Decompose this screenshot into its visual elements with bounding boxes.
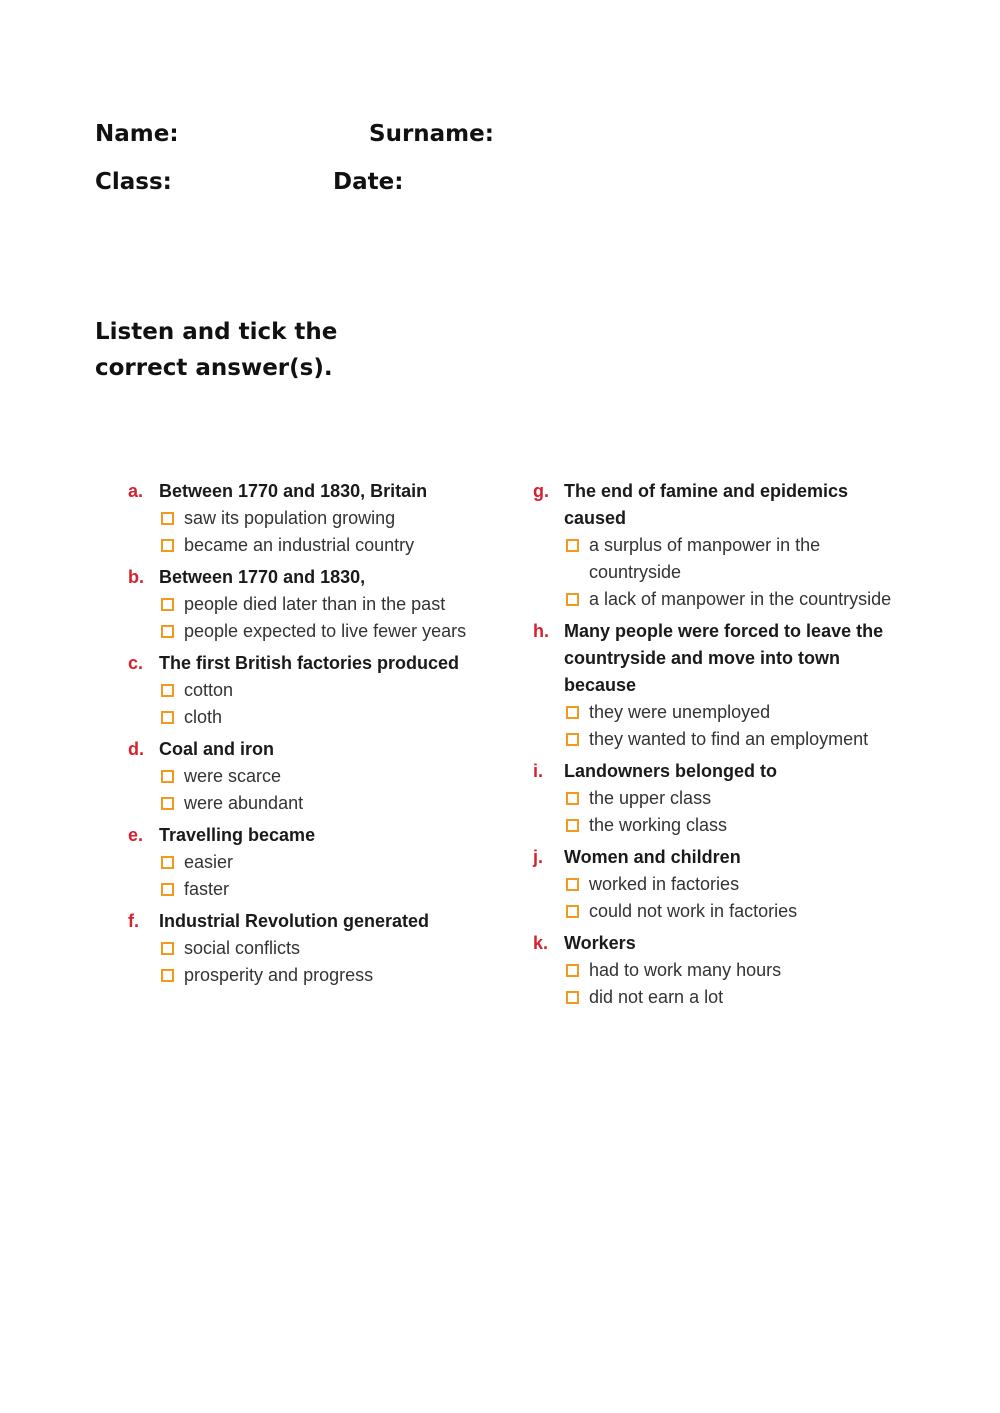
checkbox-icon[interactable] bbox=[566, 792, 579, 805]
checkbox-icon[interactable] bbox=[161, 512, 174, 525]
checkbox-icon[interactable] bbox=[161, 856, 174, 869]
answer-option-label: cotton bbox=[184, 680, 234, 700]
questions-column-left bbox=[128, 478, 508, 989]
answer-option-label: people died later than in the past bbox=[184, 594, 446, 614]
question-0 bbox=[128, 478, 508, 559]
checkbox-icon[interactable] bbox=[566, 539, 579, 552]
checkbox-icon[interactable] bbox=[161, 942, 174, 955]
checkbox-icon[interactable] bbox=[161, 711, 174, 724]
checkbox-icon[interactable] bbox=[161, 539, 174, 552]
instructions: Listen and tick the correct answer(s). bbox=[95, 319, 338, 381]
surname-label: Surname: bbox=[369, 121, 494, 147]
answer-option-label: had to work many hours bbox=[589, 960, 782, 980]
checkbox-icon[interactable] bbox=[161, 770, 174, 783]
checkbox-icon[interactable] bbox=[566, 964, 579, 977]
question-6 bbox=[533, 478, 913, 613]
answer-option-label: they wanted to find an employment bbox=[589, 729, 869, 749]
question-stem: Travelling became bbox=[159, 825, 316, 845]
answer-option[interactable] bbox=[159, 532, 508, 559]
checkbox-icon[interactable] bbox=[161, 598, 174, 611]
question-2 bbox=[128, 650, 508, 731]
answer-option-label: could not work in factories bbox=[589, 901, 798, 921]
answer-option[interactable] bbox=[159, 618, 508, 645]
checkbox-icon[interactable] bbox=[161, 797, 174, 810]
answer-option-label: social conflicts bbox=[184, 938, 301, 958]
answer-option[interactable] bbox=[159, 505, 508, 532]
checkbox-icon[interactable] bbox=[161, 969, 174, 982]
question-8 bbox=[533, 758, 913, 839]
class-label: Class: bbox=[95, 169, 172, 195]
answer-option[interactable] bbox=[159, 763, 508, 790]
question-letter: j. bbox=[533, 847, 544, 867]
checkbox-icon[interactable] bbox=[566, 706, 579, 719]
question-letter: f. bbox=[128, 911, 139, 931]
checkbox-icon[interactable] bbox=[566, 733, 579, 746]
question-4 bbox=[128, 822, 508, 903]
answer-option[interactable] bbox=[564, 532, 913, 586]
date-label: Date: bbox=[333, 169, 404, 195]
answer-option[interactable] bbox=[159, 591, 508, 618]
answer-option[interactable] bbox=[564, 586, 913, 613]
answer-option-label: saw its population growing bbox=[184, 508, 396, 528]
checkbox-icon[interactable] bbox=[566, 905, 579, 918]
answer-option[interactable] bbox=[159, 849, 508, 876]
question-stem: Landowners belonged to bbox=[564, 761, 778, 781]
question-letter: c. bbox=[128, 653, 144, 673]
question-letter: k. bbox=[533, 933, 549, 953]
checkbox-icon[interactable] bbox=[566, 991, 579, 1004]
answer-option[interactable] bbox=[564, 871, 913, 898]
answer-option-label: a surplus of manpower in the countryside bbox=[589, 535, 821, 582]
checkbox-icon[interactable] bbox=[566, 593, 579, 606]
answer-option[interactable] bbox=[159, 704, 508, 731]
question-7 bbox=[533, 618, 913, 753]
question-letter: e. bbox=[128, 825, 144, 845]
answer-option-label: people expected to live fewer years bbox=[184, 621, 467, 641]
question-9 bbox=[533, 844, 913, 925]
checkbox-icon[interactable] bbox=[566, 819, 579, 832]
checkbox-icon[interactable] bbox=[161, 625, 174, 638]
question-stem: Workers bbox=[564, 933, 636, 953]
answer-option-label: a lack of manpower in the countryside bbox=[589, 589, 892, 609]
answer-option[interactable] bbox=[564, 898, 913, 925]
question-10 bbox=[533, 930, 913, 1011]
answer-option[interactable] bbox=[564, 726, 913, 753]
answer-option-label: the working class bbox=[589, 815, 728, 835]
question-stem: Between 1770 and 1830, Britain bbox=[159, 481, 428, 501]
answer-option-label: did not earn a lot bbox=[589, 987, 724, 1007]
question-stem: Coal and iron bbox=[159, 739, 275, 759]
answer-option[interactable] bbox=[159, 935, 508, 962]
name-label: Name: bbox=[95, 121, 179, 147]
answer-option-label: they were unemployed bbox=[589, 702, 771, 722]
answer-option-label: were abundant bbox=[184, 793, 304, 813]
answer-option[interactable] bbox=[564, 812, 913, 839]
question-stem: Industrial Revolution generated bbox=[159, 911, 430, 931]
answer-option-label: were scarce bbox=[184, 766, 282, 786]
question-letter: h. bbox=[533, 621, 549, 641]
checkbox-icon[interactable] bbox=[566, 878, 579, 891]
answer-option-label: cloth bbox=[184, 707, 223, 727]
checkbox-icon[interactable] bbox=[161, 684, 174, 697]
checkbox-icon[interactable] bbox=[161, 883, 174, 896]
answer-option-label: worked in factories bbox=[589, 874, 740, 894]
answer-option-label: faster bbox=[184, 879, 230, 899]
question-stem: The end of famine and epidemics caused bbox=[564, 481, 849, 528]
answer-option[interactable] bbox=[564, 785, 913, 812]
answer-option[interactable] bbox=[159, 790, 508, 817]
question-stem: The first British factories produced bbox=[159, 653, 460, 673]
answer-option[interactable] bbox=[159, 677, 508, 704]
answer-option-label: became an industrial country bbox=[184, 535, 415, 555]
question-letter: d. bbox=[128, 739, 144, 759]
answer-option[interactable] bbox=[159, 962, 508, 989]
questions-column-right bbox=[533, 478, 913, 1011]
answer-option[interactable] bbox=[159, 876, 508, 903]
answer-option-label: the upper class bbox=[589, 788, 712, 808]
answer-option[interactable] bbox=[564, 699, 913, 726]
answer-option-label: easier bbox=[184, 852, 234, 872]
answer-option[interactable] bbox=[564, 984, 913, 1011]
question-stem: Many people were forced to leave the countryside and move into town because bbox=[564, 621, 884, 695]
question-letter: g. bbox=[533, 481, 549, 501]
question-letter: i. bbox=[533, 761, 544, 781]
question-3 bbox=[128, 736, 508, 817]
question-1 bbox=[128, 564, 508, 645]
question-stem: Women and children bbox=[564, 847, 741, 867]
answer-option[interactable] bbox=[564, 957, 913, 984]
question-5 bbox=[128, 908, 508, 989]
question-stem: Between 1770 and 1830, bbox=[159, 567, 366, 587]
question-letter: a. bbox=[128, 481, 144, 501]
answer-option-label: prosperity and progress bbox=[184, 965, 374, 985]
question-letter: b. bbox=[128, 567, 144, 587]
